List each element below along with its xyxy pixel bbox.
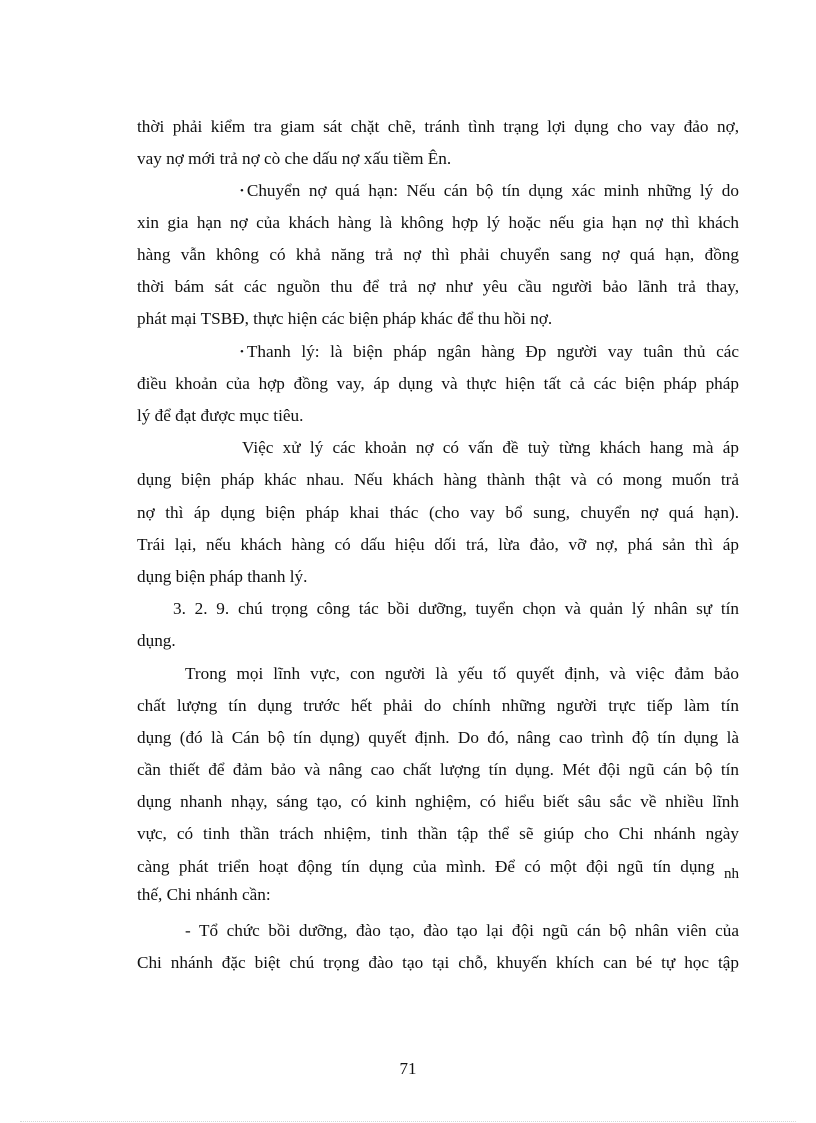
body-text-line: thời phải kiểm tra giam sát chặt chẽ, tránh tình trạng lợi dụng cho vay đảo nợ, xyxy=(137,117,739,136)
body-text-line: nợ thì áp dụng biện pháp khai thác (cho vay bổ sung, chuyển nợ quá hạn). xyxy=(137,503,739,522)
body-text-line: vay nợ mới trả nợ cò che dấu nợ xấu tiềm Ên. xyxy=(137,149,452,168)
body-text-line: cần thiết để đảm bảo và nâng cao chất lượng tín dụng. Mét đội ngũ cán bộ tín xyxy=(137,760,739,779)
body-text-line: Chi nhánh đặc biệt chú trọng đào tạo tại chỗ, khuyến khích can bé tự học tập xyxy=(137,953,739,972)
body-text-line: dụng biện pháp khác nhau. Nếu khách hàng thành thật và có mong muốn trả xyxy=(137,470,739,489)
body-text-line: chất lượng tín dụng trước hết phải do chính những người trực tiếp làm tín xyxy=(137,696,739,715)
body-text-line: phát mại TSBĐ, thực hiện các biện pháp khác để thu hồi nợ. xyxy=(137,309,553,328)
body-text-line: Trái lại, nếu khách hàng có dấu hiệu dối trá, lừa đảo, vỡ nợ, phá sản thì áp xyxy=(137,535,739,554)
body-text-fragment: càng phát triển hoạt động tín dụng của mình. Để có một đội ngũ tín dụng xyxy=(137,857,715,876)
bullet-icon: • xyxy=(240,346,244,358)
body-text-line: vực, có tinh thần trách nhiệm, tinh thần tập thể sẽ giúp cho Chi nhánh ngày xyxy=(137,824,739,843)
section-heading-line: dụng. xyxy=(137,631,176,650)
list-item-line: - Tổ chức bồi dưỡng, đào tạo, đào tạo lại đội ngũ cán bộ nhân viên của xyxy=(185,921,739,940)
bullet-item-text: Chuyển nợ quá hạn: Nếu cán bộ tín dụng xác minh những lý do xyxy=(246,181,739,200)
body-text-line: dụng (đó là Cán bộ tín dụng) quyết định. Do đó, nâng cao trình độ tín dụng là xyxy=(137,728,739,747)
page-bottom-divider xyxy=(20,1121,796,1122)
body-text-line: Việc xử lý các khoản nợ có vấn đề tuỳ từng khách hang mà áp xyxy=(242,438,739,457)
body-text-line: dụng biện pháp thanh lý. xyxy=(137,567,308,586)
body-text-line: điều khoản của hợp đồng vay, áp dụng và thực hiện tất cả các biện pháp pháp xyxy=(137,374,739,393)
body-text-line: Trong mọi lĩnh vực, con người là yếu tố quyết định, và việc đảm bảo xyxy=(185,664,739,683)
section-heading-line: 3. 2. 9. chú trọng công tác bồi dưỡng, tuyển chọn và quản lý nhân sự tín xyxy=(173,599,739,618)
bullet-icon: • xyxy=(240,185,244,197)
subscript-fragment: nh xyxy=(724,866,739,882)
bullet-item-text: Thanh lý: là biện pháp ngân hàng Đp người vay tuân thủ các xyxy=(246,342,739,361)
page-number: 71 xyxy=(399,1059,417,1078)
body-text-line xyxy=(137,856,739,882)
body-text-line: dụng nhanh nhạy, sáng tạo, có kinh nghiệm, có hiểu biết sâu sắc về nhiều lĩnh xyxy=(137,792,739,811)
body-text-line: thời bám sát các nguồn thu để trả nợ như yêu cầu người bảo lãnh trả thay, xyxy=(137,277,739,296)
bullet-item-line xyxy=(240,180,739,204)
bullet-item-line xyxy=(240,341,739,365)
body-text-line: lý để đạt được mục tiêu. xyxy=(137,406,304,425)
body-text-line: thế, Chi nhánh cần: xyxy=(137,885,271,904)
body-text-line: hàng vẫn không có khả năng trả nợ thì phải chuyển sang nợ quá hạn, đồng xyxy=(137,245,739,264)
body-text-line: xin gia hạn nợ của khách hàng là không hợp lý hoặc nếu gia hạn nợ thì khách xyxy=(137,213,739,232)
